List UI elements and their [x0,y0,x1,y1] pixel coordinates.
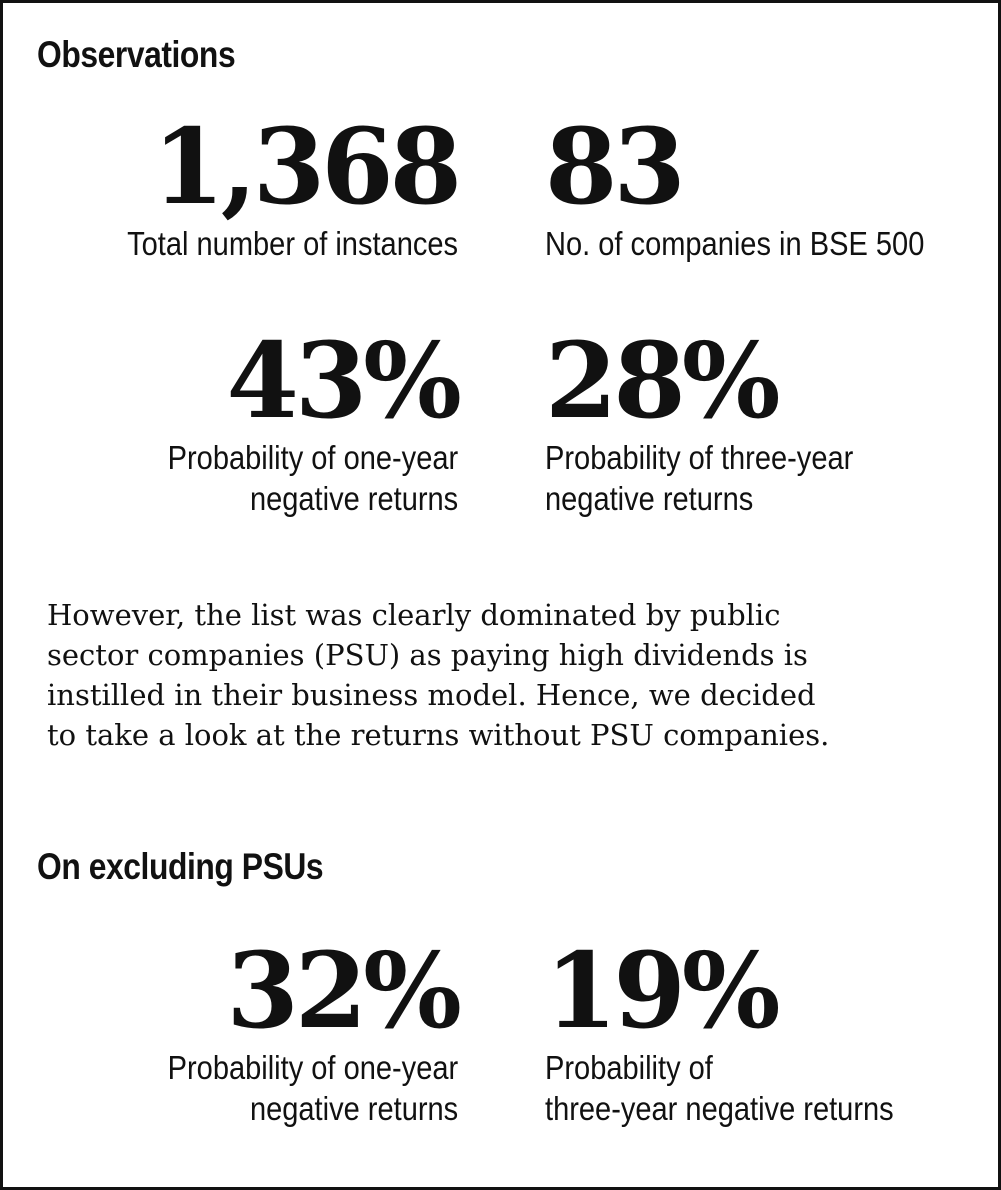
caption-line: Probability of one-year [167,439,458,476]
stat-three-year-negative [545,319,895,519]
body-line: However, the list was clearly dominated by public [47,598,781,632]
caption-line: Probability of three-year [545,439,854,476]
caption-line: No. of companies in BSE 500 [545,225,925,262]
stat-caption [128,437,458,519]
caption-line: Probability of one-year [167,1049,458,1086]
stat-one-year-negative [128,319,458,519]
stat-companies-count [545,105,976,264]
caption-line: Probability of [545,1049,713,1086]
excluding-psus-heading: On excluding PSUs [37,846,324,887]
caption-line: negative returns [249,480,458,517]
stat-value: 28% [545,319,777,442]
stat-value: 43% [226,319,458,442]
stat-caption [545,223,976,264]
observations-heading: Observations [37,34,236,75]
stat-total-instances [82,105,458,264]
stat-value: 32% [226,929,458,1052]
body-line: instilled in their business model. Hence, we decided [47,678,816,712]
body-line: to take a look at the returns without PSU companies. [47,718,830,752]
caption-line: three-year negative returns [545,1090,894,1127]
stat-caption [128,1047,458,1129]
stat-ex-psu-one-year-negative [128,929,458,1129]
body-paragraph [47,595,967,755]
stat-caption [82,223,458,264]
body-line: sector companies (PSU) as paying high dividends is [47,638,808,672]
stat-value: 19% [545,929,777,1052]
caption-line: Total number of instances [127,225,458,262]
stat-ex-psu-three-year-negative [545,929,941,1129]
stat-caption [545,437,895,519]
caption-line: negative returns [545,480,754,517]
stat-value: 83 [545,105,682,228]
stat-value: 1,368 [152,105,458,228]
stat-caption [545,1047,941,1129]
caption-line: negative returns [249,1090,458,1127]
